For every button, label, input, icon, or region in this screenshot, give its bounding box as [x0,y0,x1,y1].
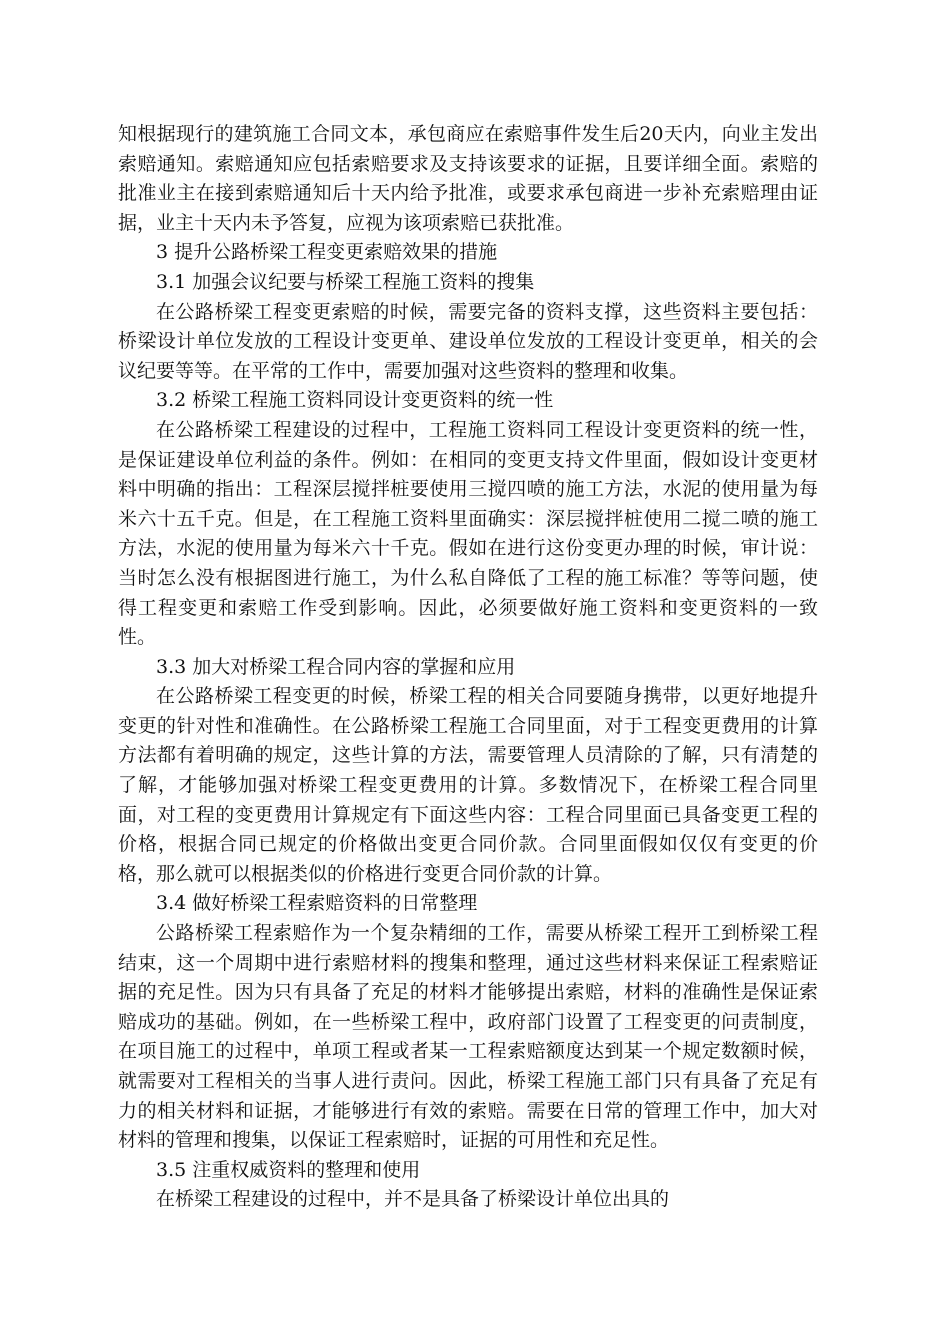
paragraph-3-5-body: 在桥梁工程建设的过程中，并不是具备了桥梁设计单位出具的 [156,1188,670,1211]
paragraph-3-1-body: 在公路桥梁工程变更索赔的时候，需要完备的资料支撑，这些资料主要包括：桥梁设计单位发放的工程设计变更单、建设单位发放的工程设计变更单，相关的会议纪要等等。在平常的工作中，需要加强对这些资料的整理和收集。 [118,300,818,382]
section-heading-3-3: 3.3 加大对桥梁工程合同内容的掌握和应用 [156,655,516,678]
section-heading-3-4: 3.4 做好桥梁工程索赔资料的日常整理 [156,892,478,915]
section-heading-3: 3 提升公路桥梁工程变更索赔效果的措施 [156,241,498,264]
section-heading-3-1: 3.1 加强会议纪要与桥梁工程施工资料的搜集 [156,270,535,293]
paragraph-3-3-body: 在公路桥梁工程变更的时候，桥梁工程的相关合同要随身携带，以更好地提升变更的针对性和准确性。在公路桥梁工程施工合同里面，对于工程变更费用的计算方法都有着明确的规定，这些计算的方法，需要管理人员清除的了解，只有清楚的了解，才能够加强对桥梁工程变更费用的计算。多数情况下，在桥梁工程合同里面，对工程的变更费用计算规定有下面这些内容：工程合同里面已具备变更工程的价格，根据合同已规定的价格做出变更合同价款。合同里面假如仅仅有变更的价格，那么就可以根据类似的价格进行变更合同价款的计算。 [118,685,818,885]
paragraph-3-2-body: 在公路桥梁工程建设的过程中，工程施工资料同工程设计变更资料的统一性，是保证建设单位利益的条件。例如：在相同的变更支持文件里面，假如设计变更材料中明确的指出：工程深层搅拌桩要使用三搅四喷的施工方法，水泥的使用量为每米六十五千克。但是，在工程施工资料里面确实：深层搅拌桩使用二搅二喷的施工方法，水泥的使用量为每米六十千克。假如在进行这份变更办理的时候，审计说：当时怎么没有根据图进行施工，为什么私自降低了工程的施工标准？等等问题，使得工程变更和索赔工作受到影响。因此，必须要做好施工资料和变更资料的一致性。 [118,418,818,649]
paragraph-claim-notice: 知根据现行的建筑施工合同文本，承包商应在索赔事件发生后20天内，向业主发出索赔通知。索赔通知应包括索赔要求及支持该要求的证据，且要详细全面。索赔的批准业主在接到索赔通知后十天内给予批准，或要求承包商进一步补充索赔理由证据，业主十天内未予答复，应视为该项索赔已获批准。 [118,123,818,234]
paragraph-3-4-body: 公路桥梁工程索赔作为一个复杂精细的工作，需要从桥梁工程开工到桥梁工程结束，这一个周期中进行索赔材料的搜集和整理，通过这些材料来保证工程索赔证据的充足性。因为只有具备了充足的材料才能够提出索赔，材料的准确性是保证索赔成功的基础。例如，在一些桥梁工程中，政府部门设置了工程变更的问责制度，在项目施工的过程中，单项工程或者某一工程索赔额度达到某一个规定数额时候，就需要对工程相关的当事人进行责问。因此，桥梁工程施工部门只有具备了充足有力的相关材料和证据，才能够进行有效的索赔。需要在日常的管理工作中，加大对材料的管理和搜集，以保证工程索赔时，证据的可用性和充足性。 [118,922,818,1152]
section-heading-3-5: 3.5 注重权威资料的整理和使用 [156,1158,421,1181]
document-page [118,120,818,1215]
section-heading-3-2: 3.2 桥梁工程施工资料同设计变更资料的统一性 [156,389,554,412]
